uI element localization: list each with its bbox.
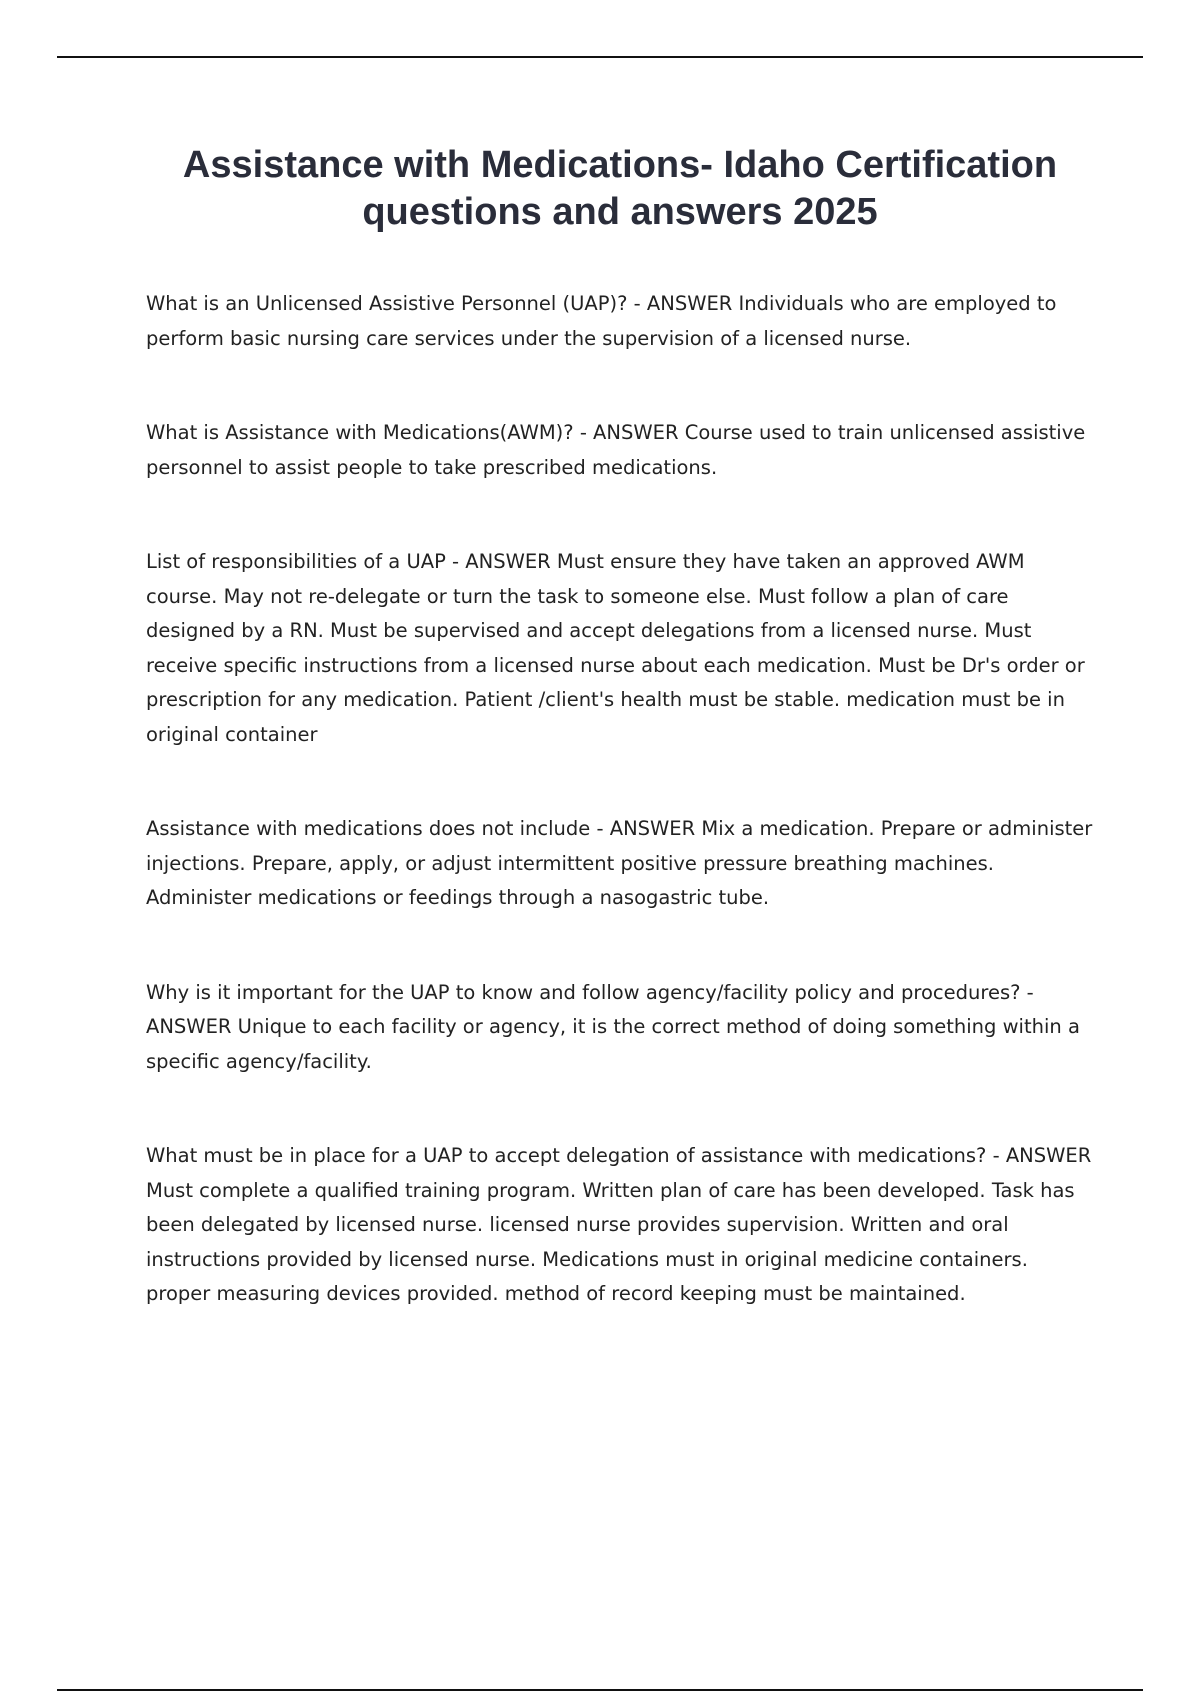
- page-title: [130, 142, 1110, 236]
- bottom-rule: [57, 1689, 1143, 1691]
- qa-list: [146, 287, 1096, 1372]
- qa-item: What is Assistance with Medications(AWM)? - ANSWER Course used to train unlicensed assistive personnel to assist people to take prescribed medications.: [146, 421, 1086, 479]
- qa-item: List of responsibilities of a UAP - ANSWER Must ensure they have taken an approved AWM course. May not re-delegate or turn the task to someone else. Must follow a plan of care designed by a RN. Must be supervised and accept delegations from a licensed nurse. Must receive specific instructions from a licensed nurse about each medication. Must be Dr's order or prescription for any medication. Patient /client's health must be stable. medication must be in original container: [146, 550, 1085, 746]
- qa-item: What is an Unlicensed Assistive Personnel (UAP)? - ANSWER Individuals who are employed to perform basic nursing care services under the supervision of a licensed nurse.: [146, 292, 1057, 350]
- title-line-1: Assistance with Medications- Idaho Certification: [182, 144, 1058, 186]
- qa-item: What must be in place for a UAP to accept delegation of assistance with medications? - ANSWER Must complete a qualified training program. Written plan of care has been developed. Task has been delegated by licensed nurse. licensed nurse provides supervision. Written and oral instructions provided by licensed nurse. Medications must in original medicine containers. proper measuring devices provided. method of record keeping must be maintained.: [146, 1144, 1092, 1305]
- top-rule: [57, 56, 1143, 58]
- qa-item: Why is it important for the UAP to know and follow agency/facility policy and procedures? - ANSWER Unique to each facility or agency, it is the correct method of doing something within a specific agency/facility.: [146, 980, 1080, 1073]
- title-line-2: questions and answers 2025: [362, 191, 878, 233]
- qa-item: Assistance with medications does not include - ANSWER Mix a medication. Prepare or administer injections. Prepare, apply, or adjust intermittent positive pressure breathing machines. Administer medications or feedings through a nasogastric tube.: [146, 817, 1093, 909]
